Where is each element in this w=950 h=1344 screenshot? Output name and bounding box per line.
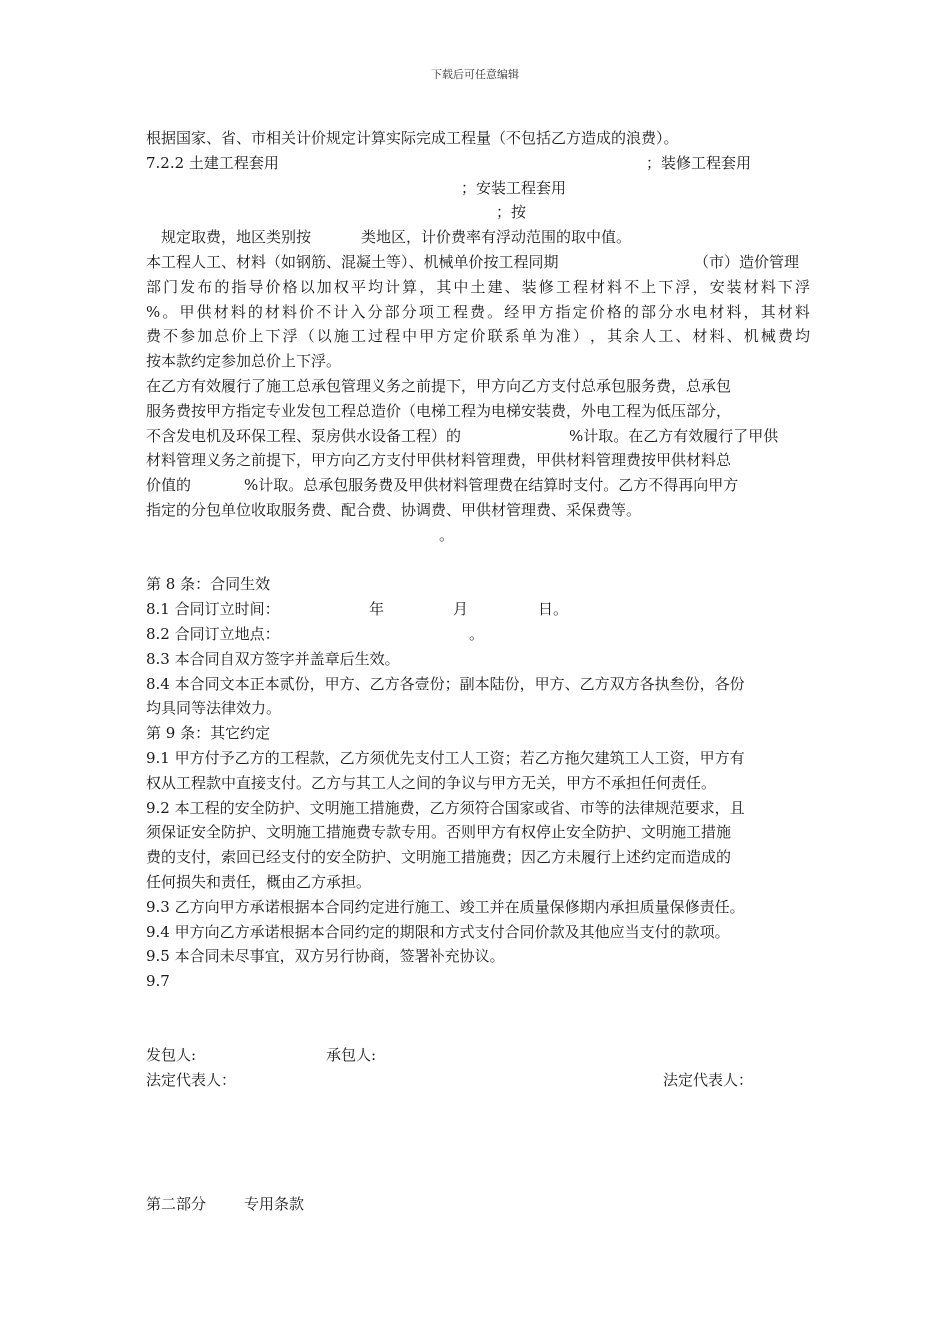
clause-9-7: 9.7 bbox=[146, 972, 170, 991]
legal-rep-left: 法定代表人： bbox=[146, 1071, 237, 1090]
text-line: 根据国家、省、市相关计价规定计算实际完成工程量（不包括乙方造成的浪费）。 bbox=[146, 129, 679, 147]
text-line: 本工程人工、材料（如钢筋、混凝土等）、机械单价按工程同期 （市）造价管理 bbox=[146, 252, 800, 271]
day-label: 日。 bbox=[538, 600, 569, 619]
text-line: 任何损失和责任，概由乙方承担。 bbox=[146, 872, 372, 891]
text-line: 8.3 本合同自双方签字并盖章后生效。 bbox=[146, 649, 400, 668]
text-line bbox=[146, 176, 810, 201]
text-line: 服务费按甲方指定专业发包工程总造价（电梯工程为电梯安装费，外电工程为低压部分， bbox=[146, 401, 732, 420]
text-line: 8.4 本合同文本正本贰份，甲方、乙方各壹份；副本陆份，甲方、乙方双方各执叁份，各份 bbox=[146, 674, 745, 693]
text-line: 不含发电机及环保工程、泵房供水设备工程）的 %计取。在乙方有效履行了甲供 bbox=[146, 426, 779, 445]
text-line bbox=[146, 151, 810, 176]
text-line: 在乙方有效履行了施工总承包管理义务之前提下，甲方向乙方支付总承包服务费，总承包 bbox=[146, 376, 732, 395]
text-line: 规定取费，地区类别按 类地区，计价费率有浮动范围的取中值。 bbox=[161, 228, 632, 247]
text-line: 9.1 甲方付予乙方的工程款，乙方须优先支付工人工资；若乙方拖欠建筑工人工资，甲方有 bbox=[146, 748, 745, 767]
text-line: 价值的 %计取。总承包服务费及甲供材料管理费在结算时支付。乙方不得再向甲方 bbox=[146, 476, 739, 495]
signature-row bbox=[146, 1043, 810, 1068]
basis-clause: ；按 bbox=[496, 203, 527, 222]
text-line: 部 门 发 布 的 指 导 价 格 以 加 权 平 均 计 算 ， 其 中 土 建 、 装 修 工 程 材 料 不 上 下 浮 ， 安 装 材 料 下 浮 bbox=[146, 277, 810, 296]
clause-7-2-2: 7.2.2 土建工程套用 bbox=[146, 153, 279, 172]
employer-label: 发包人: bbox=[146, 1046, 197, 1065]
year-label: 年 bbox=[369, 600, 385, 619]
text-line: 须保证安全防护、文明施工措施费专款专用。否则甲方有权停止安全防护、文明施工措施 bbox=[146, 823, 732, 842]
part-two-heading: 第二部分 专用条款 bbox=[146, 1195, 305, 1214]
legal-rep-right: 法定代表人： bbox=[663, 1071, 754, 1090]
text-line: 9.4 甲方向乙方承诺根据本合同约定的期限和方式支付合同价款及其他应当支付的款项。 bbox=[146, 922, 730, 941]
text-line: 。 bbox=[439, 525, 455, 544]
text-line: % 。 甲 供 材 料 的 材 料 价 不 计 入 分 部 分 项 工 程 费 。 经 甲 方 指 定 价 格 的 部 分 水 电 材 料 ， 其 材 料 bbox=[146, 302, 810, 321]
text-line: 8.1 合同订立时间： 年 月 日。 bbox=[146, 597, 810, 622]
text-line: 按本款约定参加总价上下浮。 bbox=[146, 352, 342, 371]
representative-row bbox=[146, 1068, 810, 1093]
text-line: 8.2 合同订立地点： 。 bbox=[146, 624, 485, 643]
text-line: 材料管理义务之前提下，甲方向乙方支付甲供材料管理费，甲供材料管理费按甲供材料总 bbox=[146, 451, 732, 470]
text-line bbox=[146, 200, 810, 225]
contractor-label: 承包人: bbox=[326, 1046, 377, 1065]
text-line: 9.5 本合同未尽事宜，双方另行协商，签署补充协议。 bbox=[146, 947, 505, 966]
installation-clause: ；安装工程套用 bbox=[461, 178, 567, 197]
text-line: 费 不 参 加 总 价 上 下 浮 （ 以 施 工 过 程 中 甲 方 定 价 联 系 单 为 准 ） ， 其 余 人 工 、 材 料 、 机 械 费 均 bbox=[146, 327, 810, 346]
page-header: 下载后可任意编辑 bbox=[431, 68, 519, 81]
document-body bbox=[146, 126, 810, 1217]
text-line: 权从工程款中直接支付。乙方与其工人之间的争议与甲方无关，甲方不承担任何责任。 bbox=[146, 773, 717, 792]
decoration-clause: ；装修工程套用 bbox=[646, 153, 752, 172]
text-line: 9.2 本工程的安全防护、文明施工措施费，乙方须符合国家或省、市等的法律规范要求，且 bbox=[146, 798, 745, 817]
section-9-title: 第 9 条：其它约定 bbox=[146, 724, 271, 743]
text-line: 均具同等法律效力。 bbox=[146, 699, 282, 718]
text-line: 指定的分包单位收取服务费、配合费、协调费、甲供材管理费、采保费等。 bbox=[146, 500, 642, 519]
text-line: 费的支付，索回已经支付的安全防护、文明施工措施费；因乙方未履行上述约定而造成的 bbox=[146, 848, 732, 867]
text-line: 9.3 乙方向甲方承诺根据本合同约定进行施工、竣工并在质量保修期内承担质量保修责任。 bbox=[146, 897, 745, 916]
month-label: 月 bbox=[453, 600, 469, 619]
section-8-title: 第 8 条：合同生效 bbox=[146, 575, 271, 594]
